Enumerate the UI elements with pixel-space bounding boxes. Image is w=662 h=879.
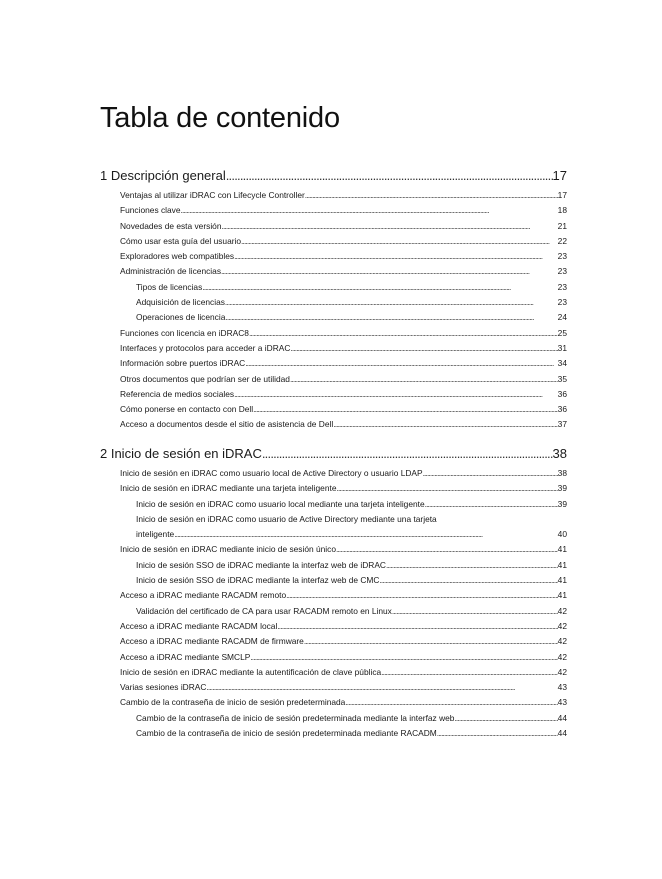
- toc-entry[interactable]: [100, 665, 567, 680]
- toc-leader: [305, 188, 558, 203]
- toc-leader: [181, 203, 558, 218]
- toc-entry-label: Cambio de la contraseña de inicio de sesión predeterminada: [120, 697, 346, 708]
- toc-entry[interactable]: [100, 542, 567, 557]
- toc-page-number: 42: [557, 605, 567, 616]
- toc-page-number: 41: [557, 544, 567, 555]
- toc-subentry[interactable]: [100, 726, 567, 741]
- toc-leader: [437, 726, 558, 741]
- toc-subentry[interactable]: [100, 604, 567, 619]
- toc-entry-label: Acceso a iDRAC mediante RACADM local: [120, 620, 278, 631]
- toc-page-number: 24: [557, 312, 567, 323]
- toc-entry[interactable]: [100, 356, 567, 371]
- toc-entry-label: Acceso a iDRAC mediante RACADM de firmware: [120, 636, 304, 647]
- toc-entry-label: Funciones con licencia en iDRAC8: [120, 327, 249, 338]
- toc-subentry[interactable]: [100, 711, 567, 726]
- toc-subentry[interactable]: [100, 527, 567, 542]
- toc-chapter-1: [100, 166, 567, 433]
- toc-page-number: 36: [557, 388, 567, 399]
- toc-subentry[interactable]: [100, 310, 567, 325]
- toc-entry-label: Inicio de sesión SSO de iDRAC mediante la interfaz web de CMC: [136, 575, 380, 586]
- toc-leader: [286, 588, 558, 603]
- toc-entry-label: inteligente: [136, 529, 175, 540]
- toc-page-number: 44: [557, 712, 567, 723]
- toc-leader: [423, 466, 558, 481]
- toc-page-number: 25: [557, 327, 567, 338]
- toc-page-number: 38: [557, 468, 567, 478]
- toc-page-number: 23: [557, 281, 567, 292]
- toc-subentry[interactable]: [100, 497, 567, 512]
- toc-entry[interactable]: [100, 402, 567, 417]
- toc-entry-label: Inicio de sesión SSO de iDRAC mediante la interfaz web de iDRAC: [136, 559, 386, 570]
- toc-leader: [241, 234, 558, 249]
- toc-leader: [454, 711, 557, 726]
- toc-entry-label: Inicio de sesión en iDRAC mediante una tarjeta inteligente: [120, 483, 337, 494]
- toc-entry-label: Cómo usar esta guía del usuario: [120, 235, 242, 246]
- toc-page-number: 22: [557, 235, 567, 246]
- toc-page-number: 23: [557, 266, 567, 277]
- toc-subentry[interactable]: [100, 573, 567, 588]
- toc-entry[interactable]: [100, 234, 567, 249]
- toc-entry[interactable]: [100, 634, 567, 649]
- toc-leader: [225, 310, 557, 325]
- toc-page-number: 42: [557, 651, 567, 662]
- toc-leader: [225, 295, 558, 310]
- toc-entry[interactable]: [100, 264, 567, 279]
- toc-leader: [202, 280, 557, 295]
- toc-page-number: 44: [557, 728, 567, 739]
- toc-leader: [336, 542, 558, 557]
- toc-leader: [304, 634, 558, 649]
- toc-subentry-wrapped-line[interactable]: [100, 512, 567, 527]
- toc-leader: [277, 619, 557, 634]
- toc-entry[interactable]: [100, 650, 567, 665]
- toc-entry-label: Adquisición de licencias: [136, 297, 225, 308]
- toc-entry-label: Inicio de sesión en iDRAC mediante inicio de sesión único: [120, 544, 337, 555]
- toc-leader: [245, 356, 557, 371]
- toc-leader: [206, 680, 557, 695]
- toc-leader: [221, 264, 558, 279]
- toc-entry[interactable]: [100, 387, 567, 402]
- toc-page-number: 41: [557, 575, 567, 586]
- toc-page-number: 21: [557, 220, 567, 231]
- toc-entry[interactable]: [100, 326, 567, 341]
- toc-page-number: 41: [557, 590, 567, 601]
- toc-page-number: 42: [557, 636, 567, 647]
- toc-entry[interactable]: [100, 188, 567, 203]
- toc-page-number: 36: [557, 404, 567, 415]
- toc-entry-label: Exploradores web compatibles: [120, 251, 235, 262]
- toc-page-number: 40: [557, 529, 567, 540]
- toc-leader: [222, 219, 558, 234]
- toc-leader: [379, 573, 557, 588]
- toc-leader: [345, 695, 557, 710]
- toc-leader: [249, 326, 558, 341]
- toc-leader: [381, 665, 558, 680]
- toc-leader: [250, 650, 557, 665]
- toc-entry[interactable]: [100, 695, 567, 710]
- toc-entry[interactable]: [100, 417, 567, 432]
- toc-page-number: 23: [557, 297, 567, 308]
- toc-leader: [234, 249, 558, 264]
- toc-page-number: 23: [557, 251, 567, 262]
- toc-chapter-2: [100, 444, 567, 741]
- toc-entry[interactable]: [100, 203, 567, 218]
- toc-entry[interactable]: [100, 588, 567, 603]
- toc-entry-label: Inicio de sesión en iDRAC como usuario de Active Directory mediante una tarjeta: [136, 513, 437, 524]
- toc-entry-label: Acceso a iDRAC mediante RACADM remoto: [120, 590, 287, 601]
- toc-entry-label: Administración de licencias: [120, 266, 222, 277]
- toc-page-number: 39: [557, 483, 567, 494]
- toc-entry[interactable]: [100, 372, 567, 387]
- toc-entry[interactable]: [100, 680, 567, 695]
- toc-entry[interactable]: [100, 249, 567, 264]
- toc-subentry[interactable]: [100, 280, 567, 295]
- toc-entry-label: Referencia de medios sociales: [120, 388, 235, 399]
- toc-entry-label: Varias sesiones iDRAC: [120, 682, 207, 693]
- toc-page-number: 37: [557, 419, 567, 430]
- toc-entry-label: Acceso a documentos desde el sitio de asistencia de Dell: [120, 419, 334, 430]
- toc-chapter-heading[interactable]: [100, 166, 567, 186]
- toc-entry[interactable]: [100, 219, 567, 234]
- toc-leader: [253, 402, 558, 417]
- toc-page-number: 43: [557, 697, 567, 708]
- toc-entry[interactable]: [100, 341, 567, 356]
- toc-page-number: 17: [557, 190, 567, 200]
- toc-leader: [392, 604, 558, 619]
- toc-leader: [234, 387, 558, 402]
- toc-entry-label: Otros documentos que podrían ser de utilidad: [120, 373, 290, 384]
- toc-entry-label: Interfaces y protocolos para acceder a iDRAC: [120, 342, 291, 353]
- toc-leader: [226, 166, 553, 186]
- toc-entry[interactable]: [100, 481, 567, 496]
- toc-entry-label: Inicio de sesión en iDRAC como usuario local mediante una tarjeta inteligente: [136, 498, 425, 509]
- toc-chapter-title: 1 Descripción general: [100, 168, 226, 183]
- toc-subentry[interactable]: [100, 295, 567, 310]
- toc-entry-label: Inicio de sesión en iDRAC mediante la autentificación de clave pública: [120, 666, 382, 677]
- toc-leader: [174, 527, 557, 542]
- toc-chapter-title: 2 Inicio de sesión en iDRAC: [100, 446, 262, 461]
- toc-leader: [262, 444, 553, 464]
- toc-page-number: 35: [557, 373, 567, 384]
- toc-leader: [336, 481, 557, 496]
- toc-entry-label: Información sobre puertos iDRAC: [120, 358, 246, 369]
- toc-page-number: 31: [557, 342, 567, 353]
- toc-entry-label: Validación del certificado de CA para usar RACADM remoto en Linux: [136, 605, 392, 616]
- toc-page-number: 17: [552, 168, 567, 183]
- toc-chapter-heading[interactable]: [100, 444, 567, 464]
- toc-page-number: 43: [557, 682, 567, 693]
- toc-leader: [290, 372, 558, 387]
- toc-page-number: 38: [552, 446, 567, 461]
- toc-leader: [425, 497, 558, 512]
- toc-leader: [386, 558, 558, 573]
- toc-page-number: 39: [557, 498, 567, 509]
- toc-entry-label: Inicio de sesión en iDRAC como usuario local de Active Directory o usuario LDAP: [120, 468, 423, 478]
- toc-entry-label: Novedades de esta versión: [120, 220, 222, 231]
- toc-page-number: 41: [557, 559, 567, 570]
- toc-entry-label: Cómo ponerse en contacto con Dell: [120, 404, 254, 415]
- toc-leader: [290, 341, 557, 356]
- page-title: Tabla de contenido: [100, 102, 340, 134]
- toc-subentry[interactable]: [100, 558, 567, 573]
- toc-entry-label: Ventajas al utilizar iDRAC con Lifecycle Controller: [120, 190, 305, 200]
- toc-entry[interactable]: [100, 466, 567, 481]
- toc-entry-label: Cambio de la contraseña de inicio de sesión predeterminada mediante RACADM: [136, 728, 437, 739]
- toc-page-number: 42: [557, 666, 567, 677]
- toc-page-number: 42: [557, 620, 567, 631]
- toc-entry-label: Cambio de la contraseña de inicio de sesión predeterminada mediante la interfaz web: [136, 712, 455, 723]
- toc-entry-label: Operaciones de licencia: [136, 312, 226, 323]
- toc-entry[interactable]: [100, 619, 567, 634]
- toc-leader: [333, 417, 557, 432]
- toc-entry-label: Acceso a iDRAC mediante SMCLP: [120, 651, 251, 662]
- toc-entry-label: Tipos de licencias: [136, 281, 203, 292]
- toc-entry-label: Funciones clave: [120, 205, 181, 216]
- toc-page-number: 34: [557, 358, 567, 369]
- toc-page-number: 18: [557, 205, 567, 216]
